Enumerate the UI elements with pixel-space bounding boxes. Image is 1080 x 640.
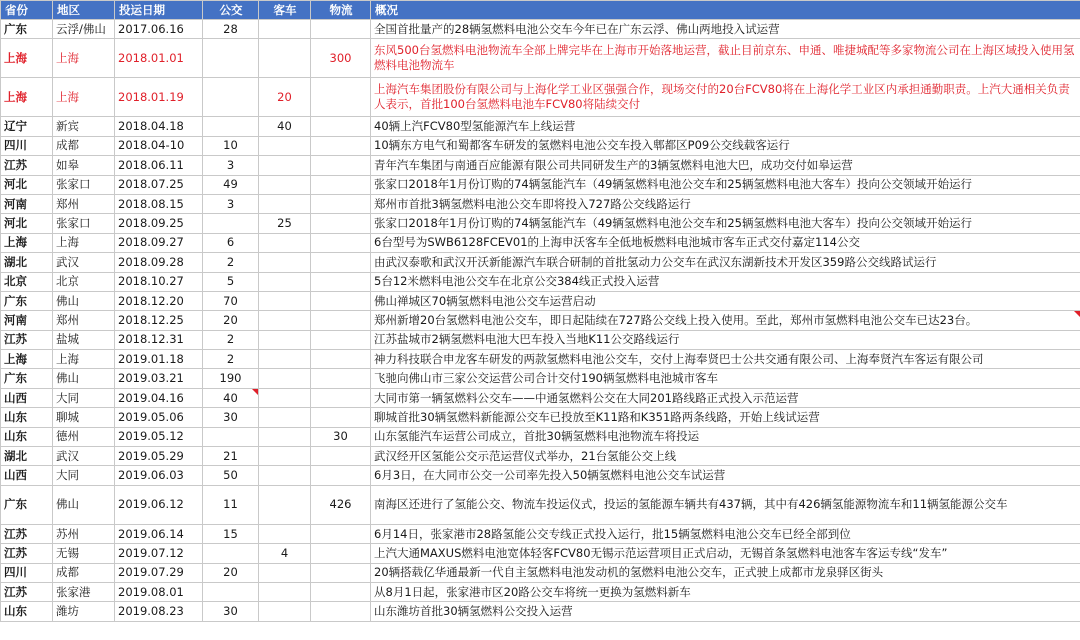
cell-logistics bbox=[311, 291, 371, 310]
cell-province: 上海 bbox=[1, 233, 53, 252]
cell-region: 郑州 bbox=[53, 194, 115, 213]
cell-date: 2019.04.16 bbox=[115, 388, 203, 407]
cell-coach bbox=[259, 272, 311, 291]
cell-region: 无锡 bbox=[53, 544, 115, 563]
header-summary: 概况 bbox=[371, 1, 1080, 20]
cell-logistics bbox=[311, 350, 371, 369]
cell-coach bbox=[259, 330, 311, 349]
table-row bbox=[1, 78, 1080, 117]
cell-summary: 全国首批量产的28辆氢燃料电池公交车今年已在广东云浮、佛山两地投入试运营 bbox=[371, 20, 1080, 39]
cell-bus: 6 bbox=[203, 233, 259, 252]
cell-coach bbox=[259, 233, 311, 252]
cell-coach: 25 bbox=[259, 214, 311, 233]
header-province: 省份 bbox=[1, 1, 53, 20]
cell-summary: 武汉经开区氢能公交示范运营仪式举办，21台氢能公交上线 bbox=[371, 447, 1080, 466]
cell-coach bbox=[259, 253, 311, 272]
cell-province: 上海 bbox=[1, 39, 53, 78]
cell-summary: 佛山禅城区70辆氢燃料电池公交车运营启动 bbox=[371, 291, 1080, 310]
cell-date: 2019.06.03 bbox=[115, 466, 203, 485]
cell-logistics bbox=[311, 447, 371, 466]
cell-date: 2019.06.12 bbox=[115, 485, 203, 524]
cell-province: 江苏 bbox=[1, 524, 53, 543]
cell-province: 山东 bbox=[1, 602, 53, 621]
cell-region: 武汉 bbox=[53, 253, 115, 272]
cell-summary: 山东潍坊首批30辆氢燃料公交投入运营 bbox=[371, 602, 1080, 621]
cell-logistics bbox=[311, 311, 371, 330]
cell-coach bbox=[259, 291, 311, 310]
cell-province: 江苏 bbox=[1, 156, 53, 175]
cell-date: 2019.07.12 bbox=[115, 544, 203, 563]
cell-region: 盐城 bbox=[53, 330, 115, 349]
cell-summary: 6月3日，在大同市公交一公司率先投入50辆氢燃料电池公交车试运营 bbox=[371, 466, 1080, 485]
cell-province: 四川 bbox=[1, 563, 53, 582]
cell-date: 2019.05.06 bbox=[115, 408, 203, 427]
cell-province: 山西 bbox=[1, 388, 53, 407]
cell-summary: 6台型号为SWB6128FCEV01的上海申沃客车全低地板燃料电池城市客车正式交付嘉定114公交 bbox=[371, 233, 1080, 252]
header-row bbox=[1, 1, 1080, 20]
cell-logistics bbox=[311, 563, 371, 582]
cell-logistics bbox=[311, 117, 371, 136]
cell-summary: 从8月1日起，张家港市区20路公交车将统一更换为氢燃料新车 bbox=[371, 582, 1080, 601]
cell-region: 大同 bbox=[53, 388, 115, 407]
cell-region: 潍坊 bbox=[53, 602, 115, 621]
table-row bbox=[1, 253, 1080, 272]
table-row bbox=[1, 194, 1080, 213]
cell-summary: 青年汽车集团与南通百应能源有限公司共同研发生产的3辆氢燃料电池大巴，成功交付如皋运营 bbox=[371, 156, 1080, 175]
cell-province: 广东 bbox=[1, 369, 53, 388]
table-row bbox=[1, 485, 1080, 524]
cell-province: 广东 bbox=[1, 485, 53, 524]
cell-date: 2018.12.25 bbox=[115, 311, 203, 330]
cell-region: 佛山 bbox=[53, 291, 115, 310]
cell-summary: 由武汉泰歌和武汉开沃新能源汽车联合研制的首批氢动力公交车在武汉东湖新技术开发区359路公交线路试运行 bbox=[371, 253, 1080, 272]
cell-province: 河北 bbox=[1, 175, 53, 194]
cell-bus: 20 bbox=[203, 311, 259, 330]
cell-coach bbox=[259, 20, 311, 39]
cell-date: 2018.04-10 bbox=[115, 136, 203, 155]
cell-bus bbox=[203, 544, 259, 563]
cell-date: 2018.01.19 bbox=[115, 78, 203, 117]
cell-province: 山东 bbox=[1, 408, 53, 427]
cell-summary: 郑州新增20台氢燃料电池公交车，即日起陆续在727路公交线上投入使用。至此，郑州市氢燃料电池公交车已达23台。 bbox=[371, 311, 1080, 330]
cell-province: 河南 bbox=[1, 194, 53, 213]
cell-coach bbox=[259, 582, 311, 601]
cell-logistics bbox=[311, 369, 371, 388]
cell-summary: 神力科技联合申龙客车研发的两款氢燃料电池公交车，交付上海奉贤巴士公共交通有限公司、上海奉贤汽车客运有限公司 bbox=[371, 350, 1080, 369]
cell-region: 成都 bbox=[53, 563, 115, 582]
cell-coach bbox=[259, 136, 311, 155]
table-body bbox=[1, 20, 1080, 622]
table-row bbox=[1, 466, 1080, 485]
cell-bus: 15 bbox=[203, 524, 259, 543]
cell-summary: 郑州市首批3辆氢燃料电池公交车即将投入727路公交线路运行 bbox=[371, 194, 1080, 213]
header-coach: 客车 bbox=[259, 1, 311, 20]
cell-bus: 190 bbox=[203, 369, 259, 388]
cell-logistics bbox=[311, 194, 371, 213]
cell-date: 2018.12.20 bbox=[115, 291, 203, 310]
cell-coach bbox=[259, 350, 311, 369]
cell-region: 佛山 bbox=[53, 485, 115, 524]
cell-region: 北京 bbox=[53, 272, 115, 291]
cell-coach bbox=[259, 369, 311, 388]
cell-province: 辽宁 bbox=[1, 117, 53, 136]
cell-date: 2018.09.27 bbox=[115, 233, 203, 252]
cell-logistics bbox=[311, 253, 371, 272]
cell-logistics bbox=[311, 214, 371, 233]
cell-logistics bbox=[311, 78, 371, 117]
cell-bus: 30 bbox=[203, 602, 259, 621]
table-row bbox=[1, 214, 1080, 233]
cell-bus: 11 bbox=[203, 485, 259, 524]
cell-logistics bbox=[311, 233, 371, 252]
cell-coach bbox=[259, 408, 311, 427]
cell-province: 江苏 bbox=[1, 582, 53, 601]
cell-coach: 40 bbox=[259, 117, 311, 136]
cell-summary: 山东氢能汽车运营公司成立，首批30辆氢燃料电池物流车将投运 bbox=[371, 427, 1080, 446]
cell-coach bbox=[259, 311, 311, 330]
cell-bus: 40 bbox=[203, 388, 259, 407]
cell-logistics bbox=[311, 524, 371, 543]
header-region: 地区 bbox=[53, 1, 115, 20]
cell-coach bbox=[259, 388, 311, 407]
cell-logistics bbox=[311, 466, 371, 485]
cell-date: 2019.07.29 bbox=[115, 563, 203, 582]
cell-region: 上海 bbox=[53, 39, 115, 78]
cell-logistics bbox=[311, 330, 371, 349]
cell-province: 江苏 bbox=[1, 544, 53, 563]
cell-summary: 飞驰向佛山市三家公交运营公司合计交付190辆氢燃料电池城市客车 bbox=[371, 369, 1080, 388]
cell-province: 上海 bbox=[1, 350, 53, 369]
cell-summary: 6月14日，张家港市28路氢能公交专线正式投入运行，批15辆氢燃料电池公交车已经全部到位 bbox=[371, 524, 1080, 543]
table-row bbox=[1, 388, 1080, 407]
cell-bus: 3 bbox=[203, 194, 259, 213]
cell-province: 四川 bbox=[1, 136, 53, 155]
cell-bus: 21 bbox=[203, 447, 259, 466]
table-row bbox=[1, 350, 1080, 369]
cell-bus: 5 bbox=[203, 272, 259, 291]
cell-logistics bbox=[311, 20, 371, 39]
cell-province: 山东 bbox=[1, 427, 53, 446]
header-bus: 公交 bbox=[203, 1, 259, 20]
cell-coach bbox=[259, 447, 311, 466]
table-row bbox=[1, 311, 1080, 330]
cell-summary: 上海汽车集团股份有限公司与上海化学工业区强强合作，现场交付的20台FCV80将在上海化学工业区内承担通勤职责。上汽大通相关负责人表示，首批100台氢燃料电池车FCV80将陆续交付 bbox=[371, 78, 1080, 117]
cell-date: 2019.06.14 bbox=[115, 524, 203, 543]
cell-region: 苏州 bbox=[53, 524, 115, 543]
cell-bus bbox=[203, 214, 259, 233]
cell-summary: 上汽大通MAXUS燃料电池宽体轻客FCV80无锡示范运营项目正式启动，无锡首条氢燃料电池客车客运专线“发车” bbox=[371, 544, 1080, 563]
cell-summary: 40辆上汽FCV80型氢能源汽车上线运营 bbox=[371, 117, 1080, 136]
table-row bbox=[1, 582, 1080, 601]
cell-province: 北京 bbox=[1, 272, 53, 291]
cell-logistics bbox=[311, 582, 371, 601]
cell-bus bbox=[203, 117, 259, 136]
cell-bus: 20 bbox=[203, 563, 259, 582]
cell-bus bbox=[203, 582, 259, 601]
table-row bbox=[1, 272, 1080, 291]
cell-date: 2019.08.23 bbox=[115, 602, 203, 621]
cell-coach bbox=[259, 485, 311, 524]
table-row bbox=[1, 136, 1080, 155]
cell-coach bbox=[259, 466, 311, 485]
table-row bbox=[1, 175, 1080, 194]
cell-bus: 2 bbox=[203, 350, 259, 369]
header-logistics: 物流 bbox=[311, 1, 371, 20]
cell-region: 张家口 bbox=[53, 214, 115, 233]
cell-date: 2018.08.15 bbox=[115, 194, 203, 213]
cell-bus: 70 bbox=[203, 291, 259, 310]
cell-coach bbox=[259, 563, 311, 582]
cell-region: 大同 bbox=[53, 466, 115, 485]
cell-region: 武汉 bbox=[53, 447, 115, 466]
cell-summary: 10辆东方电气和蜀都客车研发的氢燃料电池公交车投入郫都区P09公交线载客运行 bbox=[371, 136, 1080, 155]
cell-province: 湖北 bbox=[1, 447, 53, 466]
cell-province: 广东 bbox=[1, 20, 53, 39]
cell-date: 2018.09.28 bbox=[115, 253, 203, 272]
cell-province: 河南 bbox=[1, 311, 53, 330]
cell-logistics bbox=[311, 408, 371, 427]
cell-region: 上海 bbox=[53, 350, 115, 369]
cell-summary: 东风500台氢燃料电池物流车全部上牌完毕在上海市开始落地运营，截止目前京东、申通、唯捷城配等多家物流公司在上海区域投入使用氢燃料电池物流车 bbox=[371, 39, 1080, 78]
cell-date: 2018.04.18 bbox=[115, 117, 203, 136]
cell-logistics bbox=[311, 175, 371, 194]
cell-bus: 49 bbox=[203, 175, 259, 194]
cell-region: 成都 bbox=[53, 136, 115, 155]
cell-province: 山西 bbox=[1, 466, 53, 485]
cell-bus: 30 bbox=[203, 408, 259, 427]
table-row bbox=[1, 563, 1080, 582]
cell-summary: 张家口2018年1月份订购的74辆氢能汽车（49辆氢燃料电池公交车和25辆氢燃料电池大客车）投向公交领域开始运行 bbox=[371, 175, 1080, 194]
table-row bbox=[1, 427, 1080, 446]
cell-summary: 聊城首批30辆氢燃料新能源公交车已投放至K11路和K351路两条线路，开始上线试运营 bbox=[371, 408, 1080, 427]
cell-region: 张家港 bbox=[53, 582, 115, 601]
table-row bbox=[1, 369, 1080, 388]
cell-region: 德州 bbox=[53, 427, 115, 446]
cell-logistics: 30 bbox=[311, 427, 371, 446]
table-row bbox=[1, 524, 1080, 543]
cell-bus: 2 bbox=[203, 253, 259, 272]
cell-logistics bbox=[311, 136, 371, 155]
cell-coach bbox=[259, 39, 311, 78]
cell-province: 广东 bbox=[1, 291, 53, 310]
table-row bbox=[1, 233, 1080, 252]
cell-date: 2018.09.25 bbox=[115, 214, 203, 233]
cell-logistics bbox=[311, 156, 371, 175]
cell-summary: 20辆搭载亿华通最新一代自主氢燃料电池发动机的氢燃料电池公交车，正式驶上成都市龙泉驿区街头 bbox=[371, 563, 1080, 582]
cell-logistics bbox=[311, 544, 371, 563]
cell-coach bbox=[259, 194, 311, 213]
cell-coach bbox=[259, 427, 311, 446]
cell-bus: 50 bbox=[203, 466, 259, 485]
cell-region: 新宾 bbox=[53, 117, 115, 136]
cell-date: 2018.10.27 bbox=[115, 272, 203, 291]
cell-date: 2019.01.18 bbox=[115, 350, 203, 369]
table-row bbox=[1, 117, 1080, 136]
table-row bbox=[1, 330, 1080, 349]
cell-coach: 20 bbox=[259, 78, 311, 117]
cell-date: 2019.05.29 bbox=[115, 447, 203, 466]
cell-summary: 南海区还进行了氢能公交、物流车投运仪式，投运的氢能源车辆共有437辆，其中有426辆氢能源物流车和11辆氢能源公交车 bbox=[371, 485, 1080, 524]
cell-province: 湖北 bbox=[1, 253, 53, 272]
cell-bus: 2 bbox=[203, 330, 259, 349]
table-row bbox=[1, 156, 1080, 175]
table-row bbox=[1, 602, 1080, 621]
cell-logistics: 300 bbox=[311, 39, 371, 78]
cell-date: 2018.07.25 bbox=[115, 175, 203, 194]
cell-region: 上海 bbox=[53, 78, 115, 117]
cell-date: 2019.03.21 bbox=[115, 369, 203, 388]
table-row bbox=[1, 39, 1080, 78]
cell-region: 如皋 bbox=[53, 156, 115, 175]
cell-date: 2018.06.11 bbox=[115, 156, 203, 175]
table-row bbox=[1, 408, 1080, 427]
cell-region: 云浮/佛山 bbox=[53, 20, 115, 39]
cell-province: 上海 bbox=[1, 78, 53, 117]
cell-date: 2019.05.12 bbox=[115, 427, 203, 446]
cell-bus bbox=[203, 39, 259, 78]
table-row bbox=[1, 20, 1080, 39]
cell-logistics: 426 bbox=[311, 485, 371, 524]
cell-summary: 大同市第一辆氢燃料公交车——中通氢燃料公交在大同201路线路正式投入示范运营 bbox=[371, 388, 1080, 407]
cell-region: 郑州 bbox=[53, 311, 115, 330]
cell-date: 2017.06.16 bbox=[115, 20, 203, 39]
cell-logistics bbox=[311, 388, 371, 407]
cell-bus bbox=[203, 427, 259, 446]
cell-bus: 10 bbox=[203, 136, 259, 155]
table-row bbox=[1, 544, 1080, 563]
table-row bbox=[1, 447, 1080, 466]
cell-bus: 28 bbox=[203, 20, 259, 39]
cell-summary: 江苏盐城市2辆氢燃料电池大巴车投入当地K11公交路线运行 bbox=[371, 330, 1080, 349]
cell-bus bbox=[203, 78, 259, 117]
cell-region: 张家口 bbox=[53, 175, 115, 194]
cell-province: 河北 bbox=[1, 214, 53, 233]
cell-bus: 3 bbox=[203, 156, 259, 175]
cell-summary: 张家口2018年1月份订购的74辆氢能汽车（49辆氢燃料电池公交车和25辆氢燃料电池大客车）投向公交领域开始运行 bbox=[371, 214, 1080, 233]
cell-logistics bbox=[311, 602, 371, 621]
cell-coach: 4 bbox=[259, 544, 311, 563]
cell-coach bbox=[259, 524, 311, 543]
table-row bbox=[1, 291, 1080, 310]
cell-region: 上海 bbox=[53, 233, 115, 252]
cell-coach bbox=[259, 602, 311, 621]
cell-province: 江苏 bbox=[1, 330, 53, 349]
cell-region: 聊城 bbox=[53, 408, 115, 427]
header-date: 投运日期 bbox=[115, 1, 203, 20]
cell-coach bbox=[259, 156, 311, 175]
cell-date: 2019.08.01 bbox=[115, 582, 203, 601]
cell-date: 2018.01.01 bbox=[115, 39, 203, 78]
cell-coach bbox=[259, 175, 311, 194]
cell-summary: 5台12米燃料电池公交车在北京公交384线正式投入运营 bbox=[371, 272, 1080, 291]
cell-region: 佛山 bbox=[53, 369, 115, 388]
cell-date: 2018.12.31 bbox=[115, 330, 203, 349]
cell-logistics bbox=[311, 272, 371, 291]
